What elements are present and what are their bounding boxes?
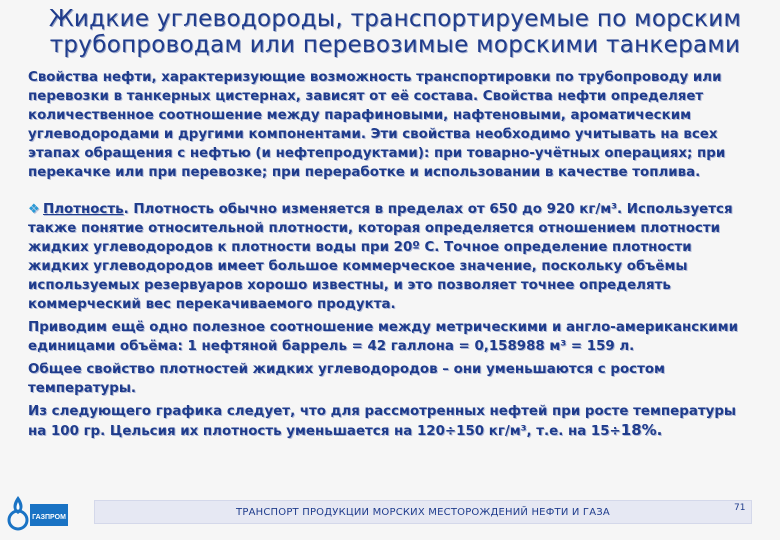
density-paragraph xyxy=(28,200,750,314)
intro-paragraph: Свойства нефти, характеризующие возможность транспортировки по трубопроводу или перевозки в танкерных цистернах, зависят от её состава. Свойства нефти определяет количественное соотношение между парафиновыми, нафтеновыми, ароматическим углеводородами и другими компонентами. Эти свойства необходимо учитывать на всех этапах обращения с нефтью (и нефтепродуктами): при товарно-учётных операциях; при перекачке или при перевозке; при переработке и использовании в качестве топлива. xyxy=(28,70,726,180)
footer-text: ТРАНСПОРТ ПРОДУКЦИИ МОРСКИХ МЕСТОРОЖДЕНИЙ НЕФТИ И ГАЗА xyxy=(236,506,610,518)
graph-paragraph-percent: 18%. xyxy=(620,421,663,439)
density-label: Плотность xyxy=(43,202,124,217)
svg-text:ГАЗПРОМ: ГАЗПРОМ xyxy=(32,514,66,521)
diamond-bullet-icon: ❖ xyxy=(28,202,40,217)
footer-bar xyxy=(94,500,752,524)
units-paragraph: Приводим ещё одно полезное соотношение между метрическими и англо-американскими единицами объёма: 1 нефтяной баррель = 42 галлона = 0,158988 м³ = 159 л. xyxy=(28,320,738,354)
slide-title: Жидкие углеводороды, транспортируемые по морским трубопроводам или перевозимые морскими танкерами xyxy=(48,6,742,58)
slide-body xyxy=(28,68,750,441)
gazprom-logo-icon xyxy=(6,490,70,534)
page-number: 71 xyxy=(734,503,746,513)
temperature-paragraph: Общее свойство плотностей жидких углеводородов – они уменьшаются с ростом температуры. xyxy=(28,362,666,396)
graph-paragraph xyxy=(28,402,750,441)
density-text: . Плотность обычно изменяется в пределах от 650 до 920 кг/м³. Используется также понятие относительной плотности, которая определяется отношением плотности жидких углеводородов к плотности воды при 20º С. Точное определение плотности жидких углеводородов имеет большое коммерческое значение, поскольку объёмы используемых резервуаров хорошо известны, и это позволяет точнее определять коммерческий вес перекачиваемого продукта. xyxy=(28,202,733,312)
graph-paragraph-text: Из следующего графика следует, что для рассмотренных нефтей при росте температуры на 100 гр. Цельсия их плотность уменьшается на 120÷150 кг/м³, т.е. на 15÷ xyxy=(28,404,737,439)
